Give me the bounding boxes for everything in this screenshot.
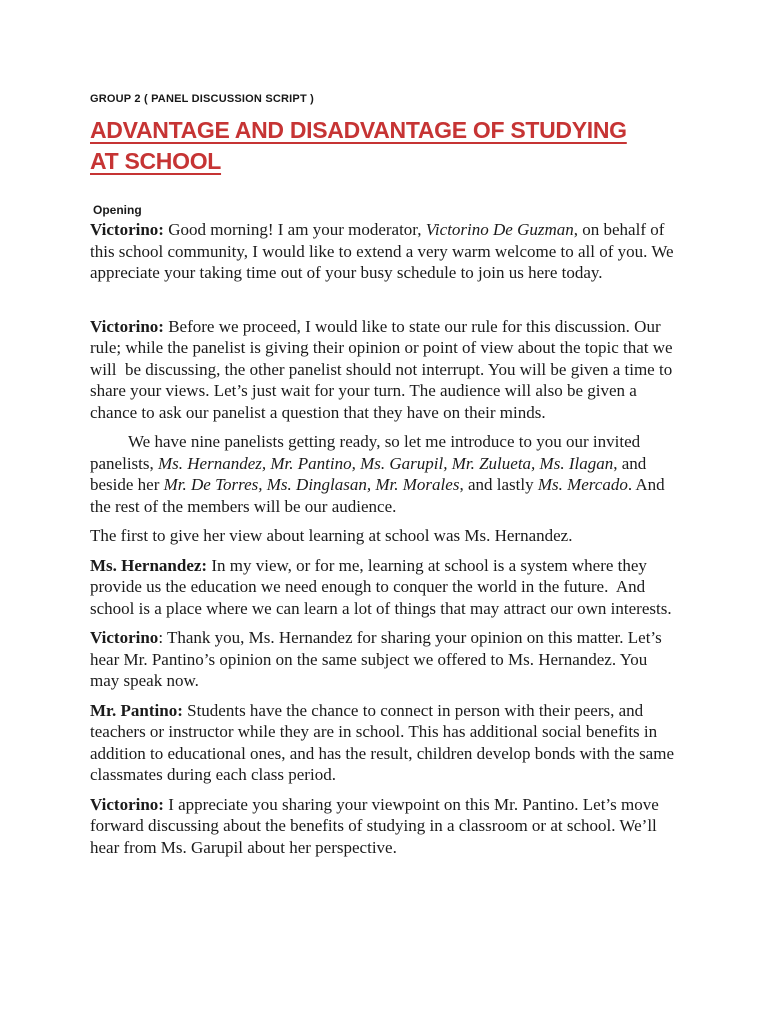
- panelist-name: Ms. Mercado: [537, 475, 628, 494]
- body-text: , and lastly: [459, 475, 538, 494]
- panelist-name: Victorino De Guzman: [425, 220, 574, 239]
- body-text: We have nine panelists getting ready, so let me introduce to you our invited panelists,: [90, 432, 645, 473]
- paragraph: [90, 555, 680, 620]
- panelist-name: Ms. Hernandez, Mr. Pantino, Ms. Garupil, Mr. Zulueta, Ms. Ilagan: [158, 453, 614, 473]
- body-text: Before we proceed, I would like to state our rule for this discussion. Our rule; while the panelist is giving their opinion or point of view about the topic that we will be discussing, the other panelist should not interrupt. You will be given a time to share your views. Let’s just wait for your turn. The audience will also be given a chance to ask our panelist a question that they have on their minds.: [90, 316, 677, 422]
- document-kicker: GROUP 2 ( PANEL DISCUSSION SCRIPT ): [90, 93, 314, 105]
- paragraphs: [90, 219, 680, 858]
- speaker-name: Victorino: [90, 628, 159, 647]
- speaker-name: Victorino:: [90, 316, 169, 336]
- body-text: I appreciate you sharing your viewpoint on this Mr. Pantino. Let’s move forward discussing about the benefits of studying in a classroom or at school. We’ll hear from Ms. Garupil about her perspective.: [90, 794, 664, 857]
- body-text: Students have the chance to connect in person with their peers, and teachers or instructor while they are in school. This has additional social benefits in addition to educational ones, and has the result, children develop bonds with the same classmates during each class period.: [90, 700, 679, 784]
- speaker-name: Victorino:: [90, 794, 169, 814]
- body-text: In my view, or for me, learning at school is a system where they provide us the education we need enough to conquer the world in the future. And school is a place where we can learn a lot of things that may attract our own interests.: [90, 555, 672, 618]
- panelist-name: Mr. De Torres, Ms. Dinglasan, Mr. Morales: [163, 475, 460, 494]
- paragraph: [90, 316, 680, 424]
- speaker-name: Victorino:: [90, 220, 169, 239]
- speaker-name: Mr. Pantino:: [90, 700, 188, 720]
- paragraph: [90, 794, 680, 859]
- body-text: Good morning! I am your moderator,: [168, 220, 426, 239]
- paragraph: [90, 525, 680, 547]
- section-label-opening: Opening: [93, 203, 142, 217]
- paragraph: [90, 431, 680, 517]
- body-text: , and beside her: [90, 453, 651, 494]
- body-text: : Thank you, Ms. Hernandez for sharing your opinion on this matter. Let’s hear Mr. Pantino’s opinion on the same subject we offered to Ms. Hernandez. You may speak now.: [90, 628, 667, 690]
- document-title: ADVANTAGE AND DISADVANTAGE OF STUDYING AT SCHOOL: [90, 117, 627, 174]
- body-text: . And the rest of the members will be our audience.: [90, 475, 669, 516]
- body-text: The first to give her view about learning at school was Ms. Hernandez.: [90, 526, 573, 545]
- speaker-name: Ms. Hernandez:: [90, 555, 212, 575]
- paragraph: [90, 219, 680, 284]
- paragraph: [90, 700, 680, 786]
- paragraph: [90, 627, 680, 692]
- body-text: , on behalf of this school community, I would like to extend a very warm welcome to all of you. We appreciate your taking time out of your busy schedule to join us here today.: [90, 220, 678, 282]
